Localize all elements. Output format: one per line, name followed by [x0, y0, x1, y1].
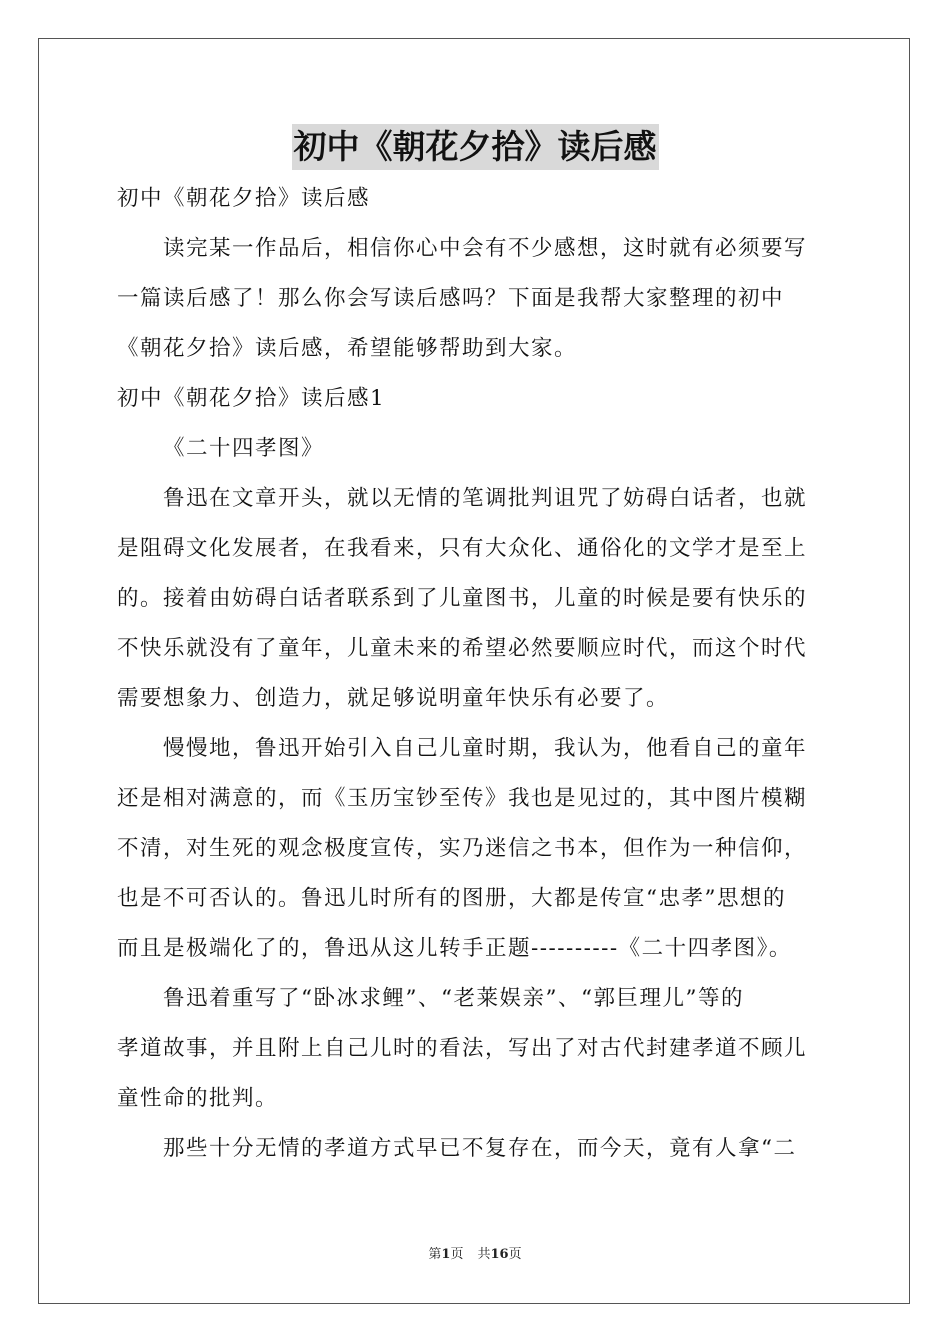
text-line: 不清，对生死的观念极度宣传，实乃迷信之书本，但作为一种信仰，	[117, 836, 808, 861]
text-line: 而且是极端化了的，鲁迅从这儿转手正题----------《二十四孝图》。	[117, 936, 792, 961]
text-line: 一篇读后感了！那么你会写读后感吗？下面是我帮大家整理的初中	[117, 286, 785, 311]
page-footer	[0, 1243, 950, 1262]
page-prefix: 第	[428, 1247, 442, 1262]
page-number: 1	[441, 1247, 451, 1262]
text-line: 《朝花夕拾》读后感，希望能够帮助到大家。	[117, 336, 578, 361]
text-line: 慢慢地，鲁迅开始引入自己儿童时期，我认为，他看自己的童年	[163, 736, 808, 761]
text-line: 是阻碍文化发展者，在我看来，只有大众化、通俗化的文学才是至上	[117, 536, 808, 561]
text-line: 《二十四孝图》	[163, 436, 325, 461]
text-line: 鲁迅着重写了“卧冰求鲤”、“老莱娱亲”、“郭巨理儿”等的	[163, 986, 744, 1011]
total-prefix: 共	[477, 1247, 491, 1262]
text-line: 初中《朝花夕拾》读后感	[117, 186, 371, 211]
total-unit: 页	[508, 1247, 522, 1262]
text-line: 童性命的批判。	[117, 1086, 279, 1111]
text-line: 鲁迅在文章开头，就以无情的笔调批判诅咒了妨碍白话者，也就	[163, 486, 808, 511]
document-title: 初中《朝花夕拾》读后感	[292, 124, 659, 170]
text-line: 还是相对满意的，而《玉历宝钞至传》我也是见过的，其中图片模糊	[117, 786, 808, 811]
document-body	[117, 174, 837, 1174]
text-line: 那些十分无情的孝道方式早已不复存在，而今天，竟有人拿“二	[163, 1136, 797, 1161]
text-line: 初中《朝花夕拾》读后感1	[117, 386, 386, 411]
text-line: 也是不可否认的。鲁迅儿时所有的图册，大都是传宣“忠孝”思想的	[117, 886, 786, 911]
text-line: 需要想象力、创造力，就足够说明童年快乐有必要了。	[117, 686, 670, 711]
text-line: 孝道故事，并且附上自己儿时的看法，写出了对古代封建孝道不顾儿	[117, 1036, 808, 1061]
title-container	[0, 124, 950, 170]
text-line: 读完某一作品后，相信你心中会有不少感想，这时就有必须要写	[163, 236, 808, 261]
text-line: 不快乐就没有了童年，儿童未来的希望必然要顺应时代，而这个时代	[117, 636, 808, 661]
page-unit: 页	[450, 1247, 464, 1262]
text-line: 的。接着由妨碍白话者联系到了儿童图书，儿童的时候是要有快乐的	[117, 586, 808, 611]
total-pages: 16	[490, 1247, 509, 1262]
